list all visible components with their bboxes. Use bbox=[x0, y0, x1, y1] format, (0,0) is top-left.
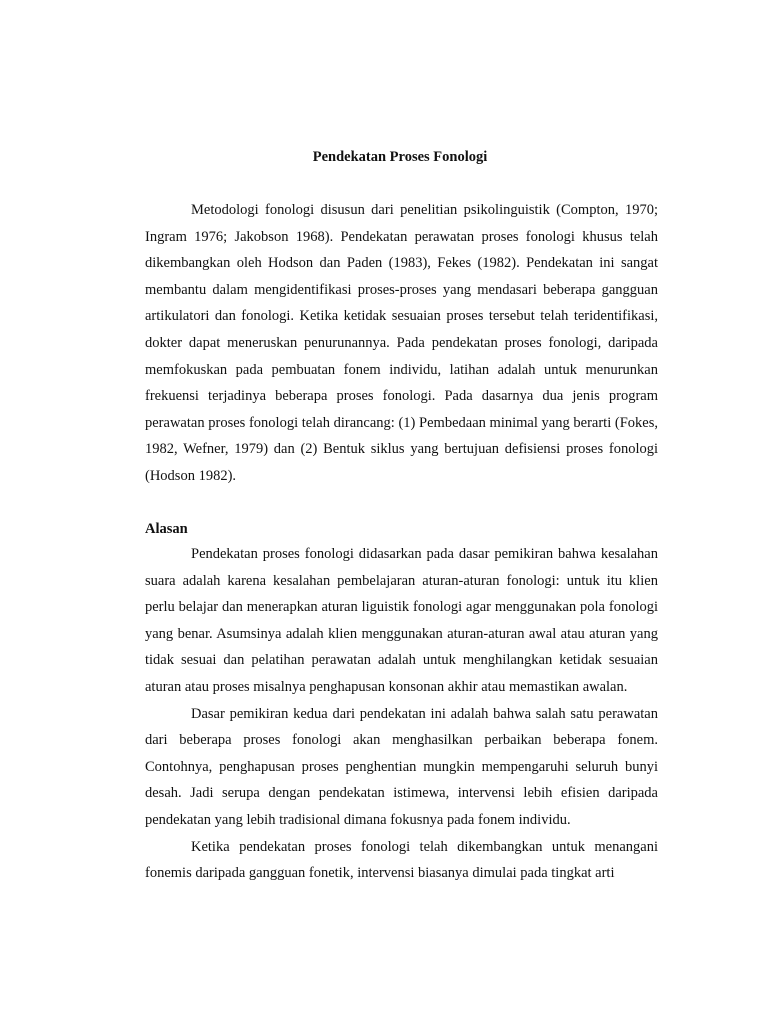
section-paragraph: Ketika pendekatan proses fonologi telah dikembangkan untuk menangani fonemis daripada gangguan fonetik, intervensi biasanya dimulai pada tingkat arti bbox=[145, 838, 658, 882]
intro-paragraph: Metodologi fonologi disusun dari penelitian psikolinguistik (Compton, 1970; Ingram 1976; Jakobson 1968). Pendekatan perawatan proses fonologi khusus telah dikembangkan oleh Hodson dan Paden (1983), Fekes (1982). Pendekatan ini sangat membantu dalam mengidentifikasi proses-proses yang mendasari beberapa gangguan artikulatori dan fonologi. Ketika ketidak sesuaian proses tersebut telah teridentifikasi, dokter dapat meneruskan penurunannya. Pada pendekatan proses fonologi, daripada memfokuskan pada pembuatan fonem individu, latihan adalah untuk menurunkan frekuensi terjadinya beberapa proses fonologi. Pada dasarnya dua jenis program perawatan proses fonologi telah dirancang: (1) Pembedaan minimal yang berarti (Fokes, 1982, Wefner, 1979) dan (2) Bentuk siklus yang bertujuan defisiensi proses fonologi (Hodson 1982). bbox=[145, 202, 658, 484]
intro-section bbox=[145, 197, 658, 490]
section-body bbox=[145, 541, 658, 887]
section-paragraph: Dasar pemikiran kedua dari pendekatan ini adalah bahwa salah satu perawatan dari beberapa proses fonologi akan menghasilkan perbaikan beberapa fonem. Contohnya, penghapusan proses penghentian mungkin mempengaruhi seluruh bunyi desah. Jadi serupa dengan pendekatan istimewa, intervensi lebih efisien daripada pendekatan yang lebih tradisional dimana fokusnya pada fonem individu. bbox=[145, 705, 658, 828]
section-heading: Alasan bbox=[145, 521, 188, 537]
document-title: Pendekatan Proses Fonologi bbox=[312, 149, 488, 165]
section-paragraph: Pendekatan proses fonologi didasarkan pada dasar pemikiran bahwa kesalahan suara adalah karena kesalahan pembelajaran aturan-aturan fonologi: untuk itu klien perlu belajar dan menerapkan aturan liguistik fonologi agar menggunakan pola fonologi yang benar. Asumsinya adalah klien menggunakan aturan-aturan awal atau aturan yang tidak sesuai dan pelatihan perawatan adalah untuk menghilangkan ketidak sesuaian aturan atau proses misalnya penghapusan konsonan akhir atau memastikan awalan. bbox=[145, 546, 658, 695]
